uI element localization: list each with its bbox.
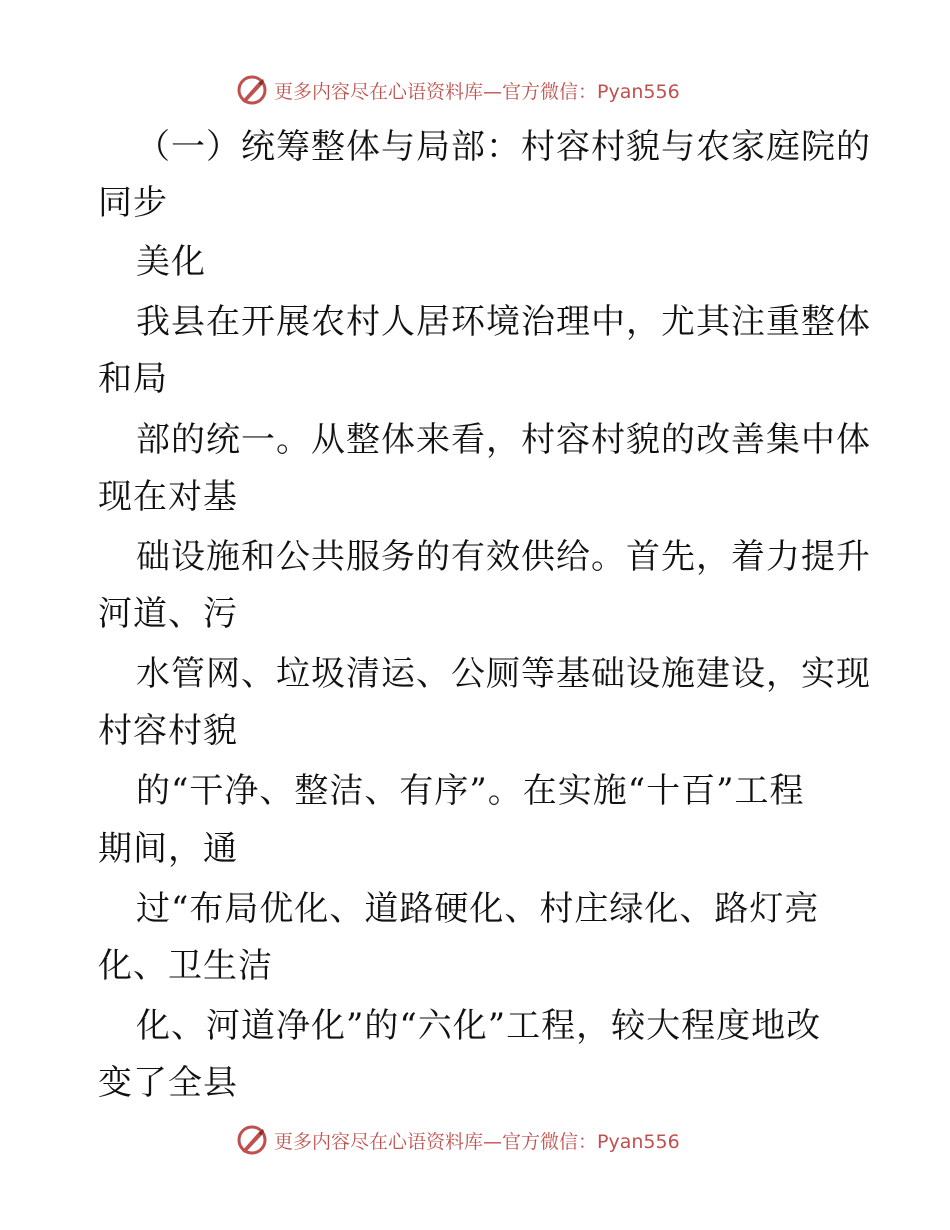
text-line: 河道、污 [98, 594, 238, 634]
text-line: 化、卫生洁 [98, 946, 273, 986]
pen-logo-icon [236, 1124, 268, 1156]
text-line: 水管网、垃圾清运、公厕等基础设施建设，实现 [136, 654, 871, 694]
text-line: 础设施和公共服务的有效供给。首先，着力提升 [136, 537, 871, 577]
watermark-text: 更多内容尽在心语资料库—官方微信：Pyan556 [274, 1130, 680, 1153]
text-line: 部的统一。从整体来看，村容村貌的改善集中体 [136, 420, 871, 460]
text-line: 期间，通 [98, 829, 238, 869]
text-line: （一）统筹整体与局部：村容村貌与农家庭院的 [136, 127, 871, 167]
watermark-footer [236, 1123, 680, 1157]
watermark-text: 更多内容尽在心语资料库—官方微信：Pyan556 [274, 80, 680, 103]
text-line: 现在对基 [98, 477, 238, 517]
text-line: 美化 [136, 242, 206, 282]
text-line: 和局 [98, 359, 168, 399]
text-line: 化、河道净化”的“六化”工程，较大程度地改 [136, 1006, 822, 1046]
watermark-header [236, 73, 680, 107]
text-line: 的“干净、整洁、有序”。在实施“十百”工程 [136, 771, 805, 811]
text-line: 同步 [98, 183, 168, 223]
text-line: 村容村貌 [98, 711, 238, 751]
pen-logo-icon [236, 74, 268, 106]
text-line: 我县在开展农村人居环境治理中，尤其注重整体 [136, 302, 871, 342]
text-line: 过“布局优化、道路硬化、村庄绿化、路灯亮 [136, 889, 820, 929]
text-line: 变了全县 [98, 1063, 238, 1103]
